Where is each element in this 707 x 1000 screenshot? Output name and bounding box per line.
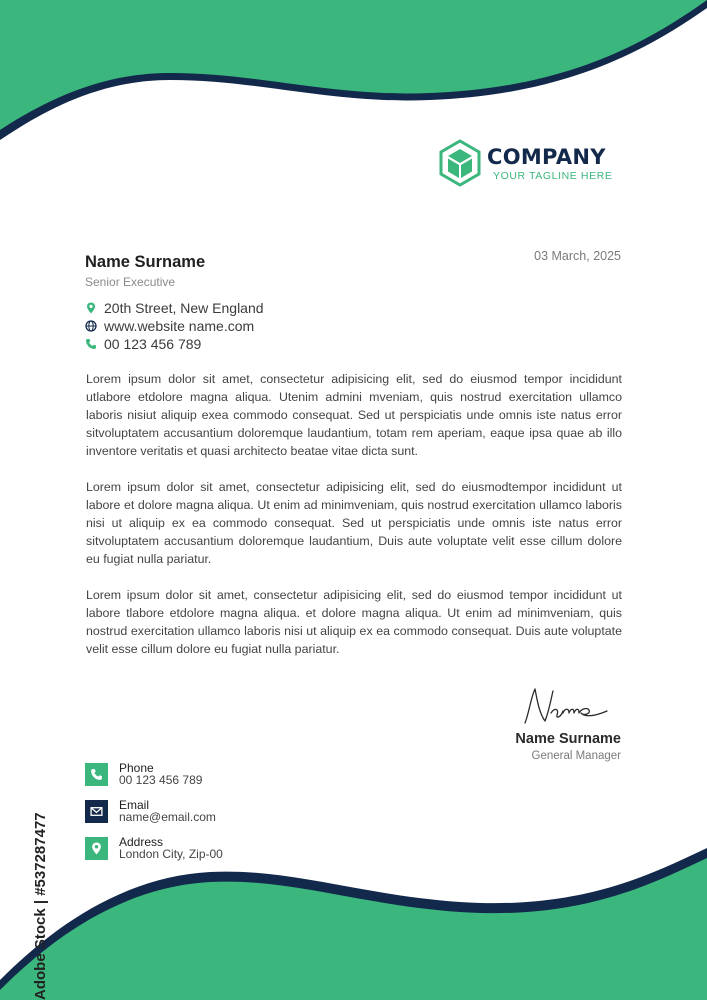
globe-icon (85, 320, 97, 332)
cube-logo-icon (438, 139, 482, 187)
company-logo (438, 139, 613, 187)
signatory-name: Name Surname (515, 731, 621, 747)
phone-icon (90, 768, 103, 781)
sender-phone-row (85, 335, 264, 353)
stock-watermark (8, 770, 49, 1000)
sender-title: Senior Executive (85, 275, 176, 289)
signatory-title: General Manager (531, 750, 621, 762)
phone-icon (85, 338, 97, 350)
footer-phone-value: 00 123 456 789 (119, 773, 203, 787)
sender-name: Name Surname (85, 253, 206, 271)
sender-address-row (85, 299, 264, 317)
footer-phone-badge (85, 763, 108, 786)
company-name: COMPANY (487, 144, 606, 169)
footer-address-value: London City, Zip-00 (119, 847, 223, 861)
footer-email-value[interactable]: name@email.com (119, 810, 216, 824)
sender-website[interactable]: www.website name.com (104, 318, 255, 334)
letter-body (86, 370, 622, 676)
sender-contact-list (85, 299, 264, 353)
map-pin-icon (85, 302, 97, 314)
footer-phone-label: Phone (119, 761, 154, 775)
envelope-icon (90, 805, 103, 818)
sender-phone: 00 123 456 789 (104, 336, 202, 352)
letter-date: 03 March, 2025 (534, 249, 621, 263)
sender-address: 20th Street, New England (104, 300, 264, 316)
stock-id-text: Adobe Stock | #537287477 (32, 812, 49, 1000)
body-paragraph-1: Lorem ipsum dolor sit amet, consectetur adipisicing elit, sed do eiusmod tempor incididunt utlabore etdolore magna aliqua. Utenim admini mveniam, quis nostrud exercitation ullamco laboris nisiut aliquip exea commodo consequat. Sed ut perspiciatis unde omnis iste natus error sitvoluptatem accusantium doloremque laudantium, totam rem aperiam, eaque ipsa quae ab illo inventore veritatis et quasi architecto beatae vitae dicta sunt. (86, 372, 622, 458)
footer-email (85, 799, 223, 824)
body-paragraph-3: Lorem ipsum dolor sit amet, consectetur adipisicing elit, sed do eiusmod tempor incididunt ut labore tlabore etdolore magna aliqua. et dolore magna aliqua. Ut enim ad minimveniam, quis nostrud exercitation ullamco laboris nisi ut aliquip ex ea commodo consequat. Duis aute voluptate velit esse cillum dolore eu fugiat nulla pariatur. (86, 588, 622, 656)
footer-email-badge (85, 800, 108, 823)
footer-phone (85, 762, 223, 787)
body-paragraph-2: Lorem ipsum dolor sit amet, consectetur adipisicing elit, sed do eiusmodtempor incididunt ut labore et dolore magna aliqua. Ut enim ad minimveniam, quis nostrud exercitation ullamco laboris nisi ut aliquip ex ea commodo consequat. Sed ut perspiciatis unde omnis iste natus error sitvoluptatem accusantium doloremque laudantium, Duis aute voluptate velit esse cillum dolore eu fugiat nulla pariatur. (86, 480, 622, 566)
handwritten-signature (521, 683, 611, 729)
bottom-wave-decoration (0, 830, 707, 1000)
sender-website-row (85, 317, 264, 335)
company-tagline: YOUR TAGLINE HERE (493, 169, 613, 182)
footer-address-label: Address (119, 835, 164, 849)
footer-email-label: Email (119, 798, 150, 812)
